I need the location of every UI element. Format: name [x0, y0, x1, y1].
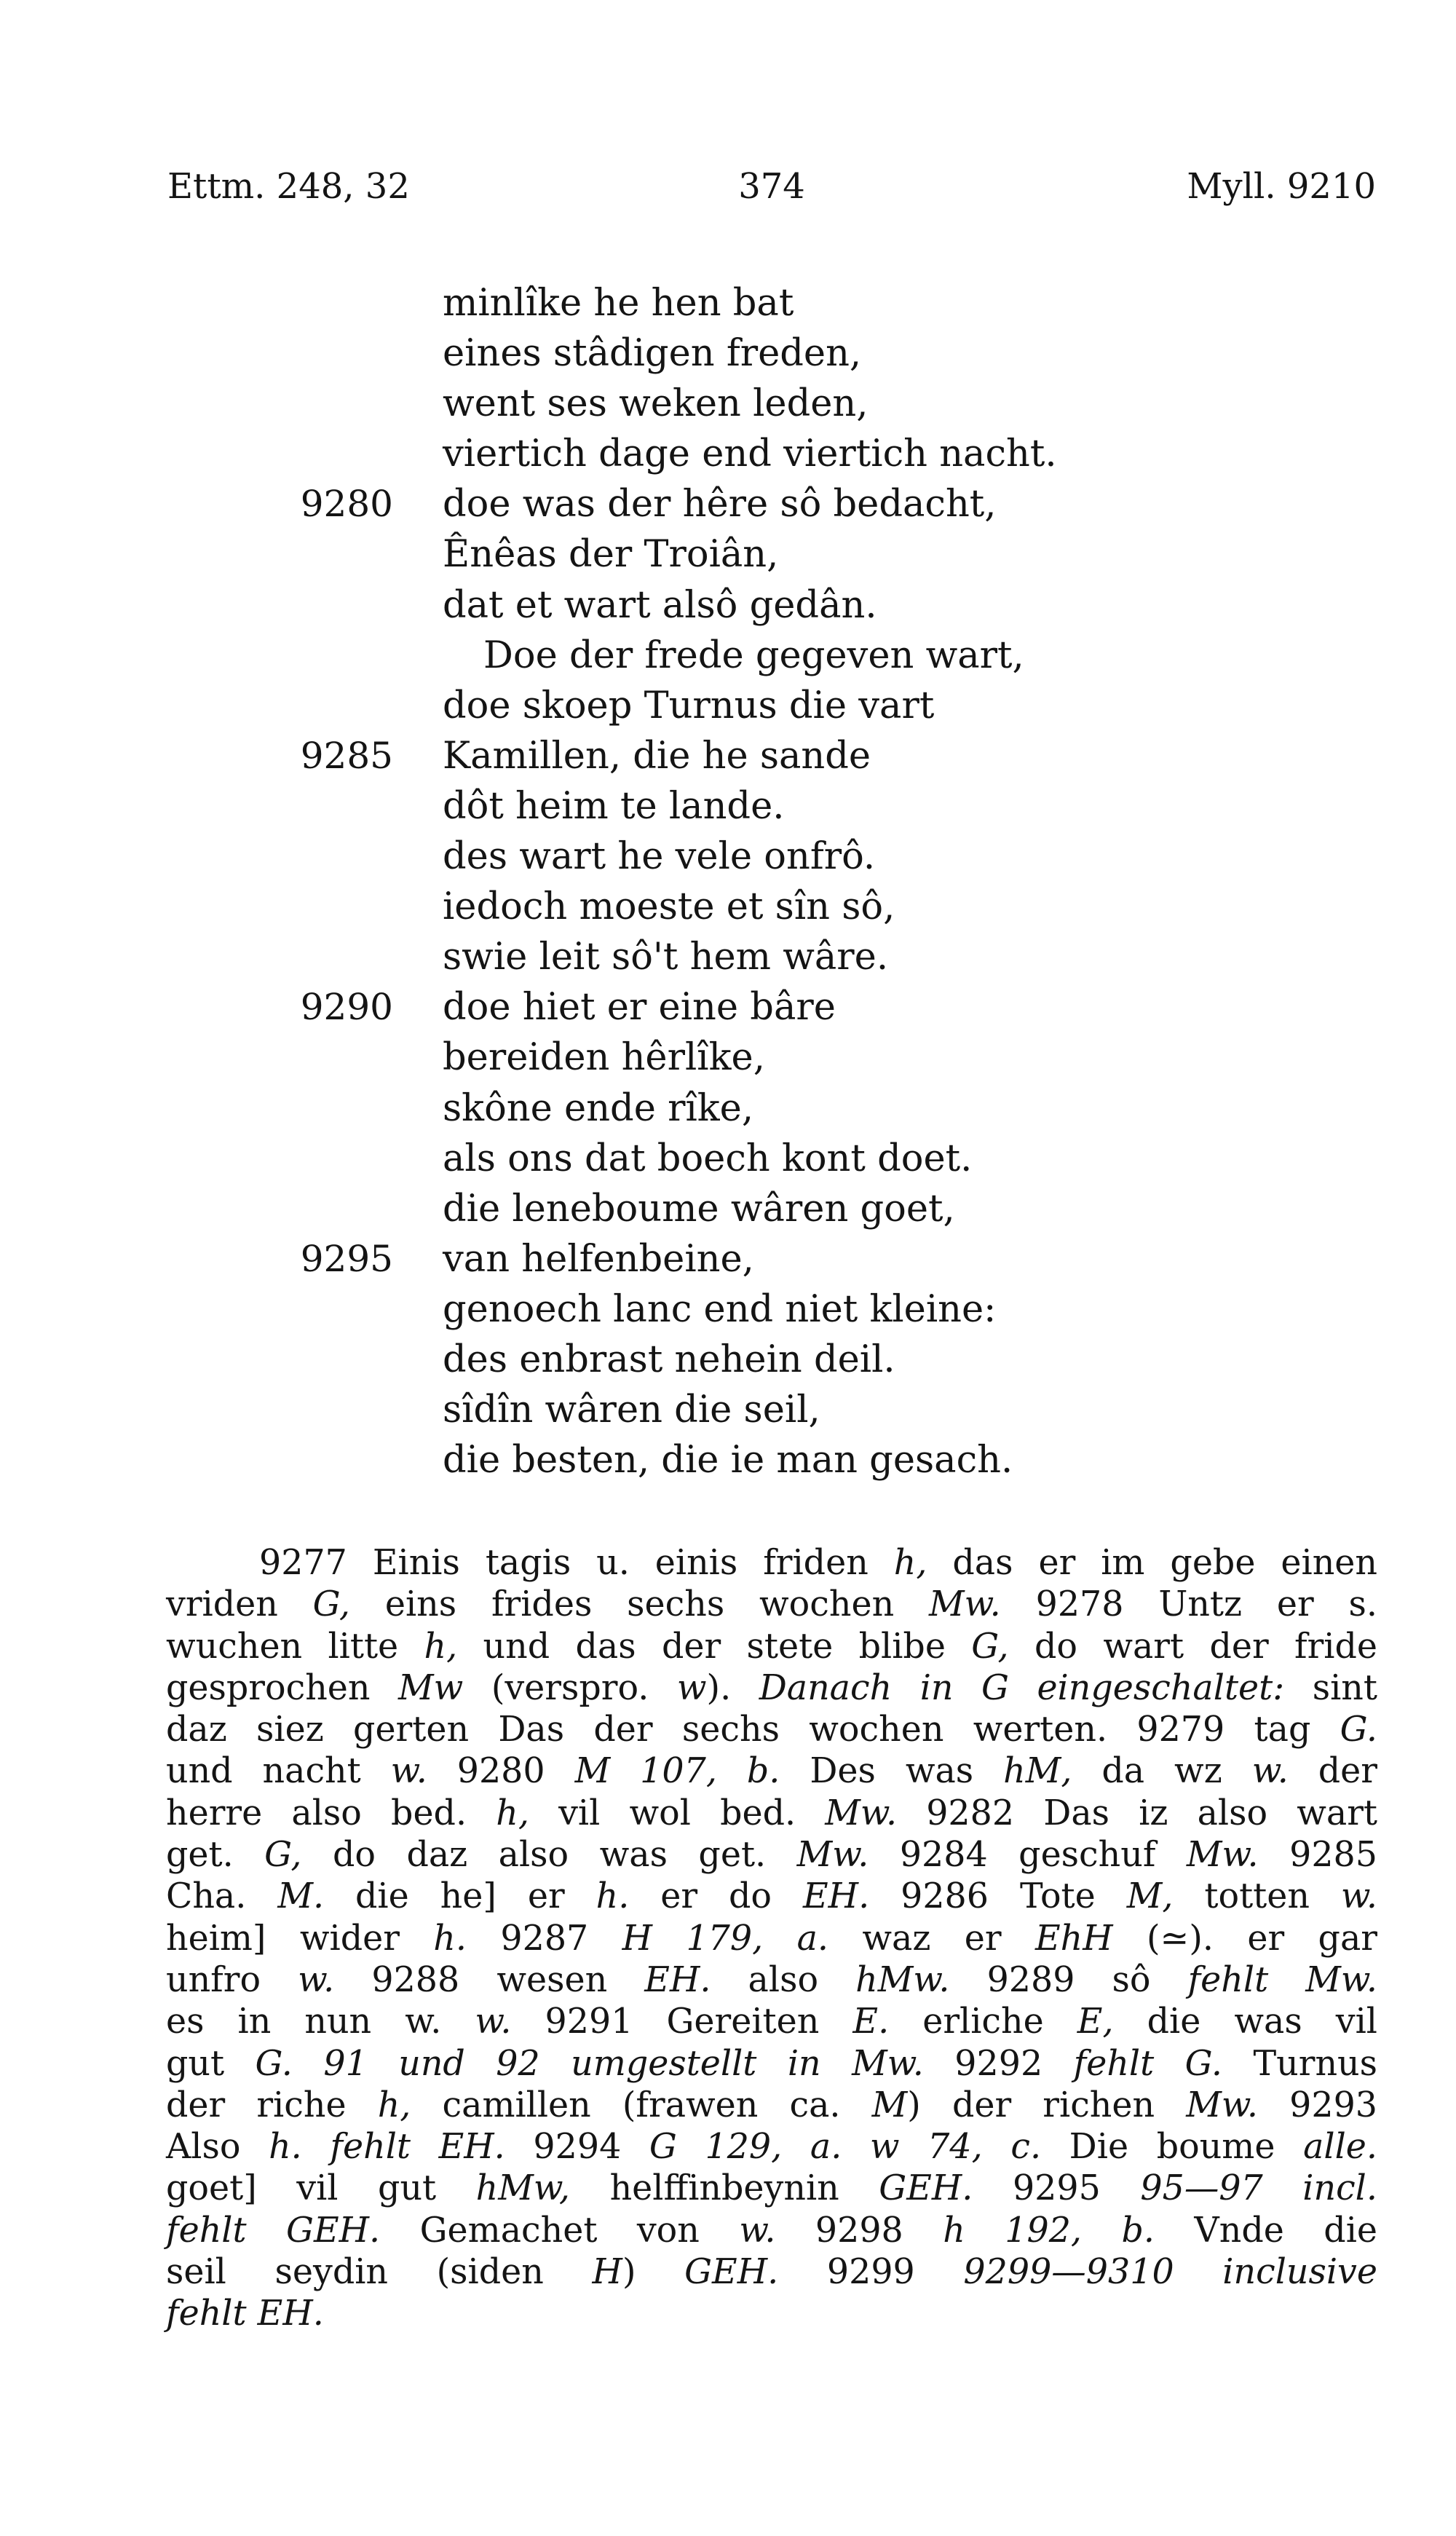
- page-number: 374: [738, 166, 805, 207]
- verse-line: [0, 1435, 1456, 1485]
- apparatus-italic-text: fehlt Mw.: [1187, 1959, 1377, 2000]
- apparatus-italic-text: M: [871, 2085, 908, 2125]
- apparatus-text: Vnde die: [1154, 2210, 1377, 2251]
- apparatus-text: und das der stete blibe: [457, 1626, 972, 1667]
- verse-text: genoech lanc end niet kleine:: [443, 1287, 997, 1331]
- apparatus-text: waz er: [828, 1918, 1035, 1959]
- apparatus-text: do daz also was get.: [301, 1835, 797, 1876]
- apparatus-line: [166, 2293, 1377, 2334]
- apparatus-italic-text: H 179, a.: [622, 1918, 828, 1959]
- apparatus-italic-text: 95—97 incl.: [1140, 2168, 1377, 2209]
- apparatus-text: die was vil: [1113, 2002, 1377, 2042]
- apparatus-line: [166, 1959, 1377, 2001]
- apparatus-text: 9288 wesen: [334, 1959, 645, 2000]
- apparatus-italic-text: Mw.: [929, 1584, 1001, 1625]
- apparatus-text: 9277 Einis tagis u. einis friden: [259, 1543, 894, 1583]
- verse-line: [0, 1234, 1456, 1284]
- apparatus-italic-text: G.: [1340, 1710, 1377, 1750]
- apparatus-italic-text: w.: [739, 2210, 776, 2251]
- verse-text: van helfenbeine,: [443, 1237, 754, 1281]
- apparatus-line: [166, 2043, 1377, 2085]
- apparatus-text: eins frides sechs wochen: [350, 1584, 930, 1625]
- verse-line: [0, 479, 1456, 529]
- apparatus-text: 9299: [778, 2252, 964, 2293]
- apparatus-italic-text: G,: [264, 1835, 302, 1876]
- apparatus-italic-text: fehlt GEH.: [166, 2210, 381, 2251]
- apparatus-text: der: [1288, 1751, 1377, 1792]
- line-number: 9280: [300, 483, 393, 526]
- verse-line: [0, 631, 1456, 681]
- apparatus-italic-text: h.: [433, 1918, 467, 1959]
- apparatus-italic-text: hM,: [1003, 1751, 1072, 1792]
- apparatus-text: totten: [1173, 1876, 1341, 1917]
- verse-text: Doe der frede gegeven wart,: [483, 633, 1024, 677]
- verse-text: dat et wart alsô gedân.: [443, 583, 877, 627]
- verse-line: [0, 681, 1456, 731]
- apparatus-line: [166, 1709, 1377, 1750]
- verse-line: [0, 328, 1456, 379]
- verse-text: minlîke he hen bat: [443, 282, 794, 325]
- apparatus-text: 9280: [427, 1751, 575, 1792]
- line-number: 9290: [300, 986, 393, 1029]
- apparatus-text: Des was: [780, 1751, 1004, 1792]
- verse-text: swie leit sô't hem wâre.: [443, 936, 889, 979]
- verse-line: [0, 1385, 1456, 1435]
- apparatus-italic-text: Mw.: [1186, 2085, 1258, 2125]
- apparatus-line: [166, 1793, 1377, 1834]
- verse-text: die leneboume wâren goet,: [443, 1187, 955, 1231]
- apparatus-line: [166, 2210, 1377, 2251]
- apparatus-text: unfro: [166, 1959, 298, 2000]
- verse-line: [0, 781, 1456, 831]
- apparatus-line: [166, 1626, 1377, 1667]
- verse-text: Kamillen, die he sande: [443, 734, 871, 778]
- apparatus-text: es in nun w.: [166, 2002, 475, 2042]
- apparatus-text: get.: [166, 1835, 265, 1876]
- apparatus-italic-text: w.: [475, 2002, 512, 2042]
- apparatus-text: heim] wider: [166, 1918, 434, 1959]
- apparatus-text: seil seydin (siden: [166, 2252, 593, 2293]
- verse-line: [0, 882, 1456, 932]
- apparatus-italic-text: h,: [893, 1543, 927, 1583]
- apparatus-italic-text: hMw.: [855, 1959, 950, 2000]
- apparatus-text: erliche: [889, 2002, 1077, 2042]
- apparatus-text: Also: [166, 2127, 269, 2168]
- apparatus-italic-text: h.: [596, 1876, 630, 1917]
- apparatus-line: [166, 1584, 1377, 1625]
- verse-line: [0, 379, 1456, 429]
- apparatus-text: do wart der fride: [1008, 1626, 1378, 1667]
- apparatus-text: also: [711, 1959, 856, 2000]
- apparatus-text: das er im gebe einen: [927, 1543, 1377, 1583]
- apparatus-text: 9295: [973, 2168, 1141, 2209]
- verse-line: [0, 982, 1456, 1032]
- apparatus-text: 9293: [1258, 2085, 1378, 2125]
- verse-line: [0, 529, 1456, 580]
- apparatus-italic-text: w.: [298, 1959, 335, 2000]
- apparatus-italic-text: EH.: [644, 1959, 711, 2000]
- apparatus-italic-text: Mw.: [796, 1835, 869, 1876]
- apparatus-italic-text: fehlt G.: [1073, 2043, 1223, 2084]
- verse-text: went ses weken leden,: [443, 382, 869, 426]
- apparatus-text: Turnus: [1222, 2043, 1378, 2084]
- apparatus-italic-text: GEH.: [879, 2168, 973, 2209]
- apparatus-text: 9294: [505, 2127, 649, 2168]
- apparatus-italic-text: h,: [377, 2085, 411, 2125]
- line-number: 9295: [300, 1237, 393, 1280]
- apparatus-italic-text: Mw: [398, 1667, 464, 1708]
- apparatus-italic-text: fehlt EH.: [166, 2294, 324, 2334]
- apparatus-text: 9287: [467, 1918, 622, 1959]
- verse-text: des wart he vele onfrô.: [443, 835, 876, 879]
- verse-line: [0, 278, 1456, 328]
- verse-text: als ons dat boech kont doet.: [443, 1137, 973, 1180]
- apparatus-italic-text: H: [592, 2252, 622, 2293]
- verse-text: eines stâdigen freden,: [443, 332, 862, 376]
- apparatus-italic-text: h,: [496, 1793, 529, 1833]
- verse-text: sîdîn wâren die seil,: [443, 1389, 820, 1432]
- verse-line: [0, 1134, 1456, 1184]
- apparatus-italic-text: E,: [1077, 2002, 1114, 2042]
- apparatus-text: 9292: [923, 2043, 1074, 2084]
- apparatus-italic-text: h,: [424, 1626, 458, 1667]
- apparatus-italic-text: G,: [312, 1584, 351, 1625]
- apparatus-text: (≃). er gar: [1112, 1918, 1377, 1959]
- verse-line: [0, 429, 1456, 479]
- apparatus-italic-text: h 192, b.: [943, 2210, 1155, 2251]
- verse-text: viertich dage end viertich nacht.: [443, 432, 1057, 476]
- apparatus-text: goet] vil gut: [166, 2168, 476, 2209]
- apparatus-italic-text: G 129, a. w 74, c.: [649, 2127, 1042, 2168]
- apparatus-italic-text: G,: [971, 1626, 1009, 1667]
- apparatus-text: 9286 Tote: [869, 1876, 1127, 1917]
- apparatus-line: [166, 1876, 1377, 1917]
- verse-text: die besten, die ie man gesach.: [443, 1439, 1013, 1482]
- apparatus-text: herre also bed.: [166, 1793, 496, 1833]
- apparatus-italic-text: Danach in G eingeschaltet:: [759, 1667, 1285, 1708]
- apparatus-italic-text: 9299—9310 inclusive: [963, 2252, 1377, 2293]
- apparatus-text: und nacht: [166, 1751, 391, 1792]
- apparatus-line: [166, 2085, 1377, 2126]
- verse-block: [0, 278, 1456, 1485]
- verse-line: [0, 1184, 1456, 1234]
- header-left-reference: Ettm. 248, 32: [167, 166, 410, 207]
- apparatus-text: Die boume: [1041, 2127, 1304, 2168]
- apparatus-text: ).: [706, 1667, 759, 1708]
- apparatus-text: vil wol bed.: [529, 1793, 826, 1833]
- apparatus-italic-text: Mw.: [825, 1793, 898, 1833]
- apparatus-italic-text: GEH.: [684, 2252, 779, 2293]
- apparatus-line: [166, 1750, 1377, 1792]
- apparatus-italic-text: hMw,: [475, 2168, 571, 2209]
- apparatus-text: helffinbeynin: [570, 2168, 879, 2209]
- verse-line: [0, 1083, 1456, 1134]
- apparatus-text: (verspro.: [463, 1667, 677, 1708]
- verse-line: [0, 1284, 1456, 1335]
- apparatus-italic-text: G. 91 und 92 umgestellt in Mw.: [255, 2043, 924, 2084]
- apparatus-italic-text: M.: [277, 1876, 325, 1917]
- apparatus-italic-text: w.: [1340, 1876, 1378, 1917]
- verse-text: des enbrast nehein deil.: [443, 1338, 895, 1381]
- verse-text: skône ende rîke,: [443, 1086, 754, 1130]
- apparatus-line: [166, 2251, 1377, 2293]
- verse-text: bereiden hêrlîke,: [443, 1036, 765, 1080]
- apparatus-text: gesprochen: [166, 1667, 399, 1708]
- apparatus-italic-text: w.: [390, 1751, 427, 1792]
- verse-text: Ênêas der Troiân,: [443, 533, 779, 577]
- apparatus-line: [166, 2168, 1377, 2209]
- apparatus-text: 9278 Untz er s.: [1000, 1584, 1377, 1625]
- verse-text: iedoch moeste et sîn sô,: [443, 885, 895, 929]
- apparatus-line: [166, 1542, 1377, 1584]
- apparatus-italic-text: w: [676, 1667, 707, 1708]
- apparatus-italic-text: EhH: [1034, 1918, 1113, 1959]
- verse-text: doe skoep Turnus die vart: [443, 684, 935, 727]
- apparatus-text: daz siez gerten Das der sechs wochen werten. 9279 tag: [166, 1710, 1340, 1750]
- line-number: 9285: [300, 734, 393, 777]
- apparatus-text: 9282 Das iz also wart: [897, 1793, 1377, 1833]
- verse-line: [0, 731, 1456, 781]
- apparatus-text: camillen (frawen ca.: [411, 2085, 872, 2125]
- apparatus-text: 9285: [1258, 1835, 1377, 1876]
- apparatus-italic-text: alle.: [1303, 2127, 1377, 2168]
- apparatus-text: sint: [1284, 1667, 1377, 1708]
- header-right-reference: Myll. 9210: [1187, 166, 1376, 207]
- apparatus-text: 9284 geschuf: [869, 1835, 1187, 1876]
- apparatus-text: ) der richen: [907, 2085, 1187, 2125]
- apparatus-text: gut: [166, 2043, 256, 2084]
- apparatus-italic-text: E.: [852, 2002, 890, 2042]
- apparatus-text: Gemachet von: [380, 2210, 740, 2251]
- apparatus-text: 9289 sô: [949, 1959, 1188, 2000]
- apparatus-italic-text: Mw.: [1186, 1835, 1259, 1876]
- apparatus-line: [166, 2001, 1377, 2042]
- apparatus-italic-text: EH.: [802, 1876, 870, 1917]
- apparatus-text: er do: [629, 1876, 803, 1917]
- apparatus-text: 9298: [775, 2210, 943, 2251]
- apparatus-text: da wz: [1072, 1751, 1252, 1792]
- apparatus-italic-text: w.: [1251, 1751, 1289, 1792]
- apparatus-italic-text: M,: [1126, 1876, 1174, 1917]
- apparatus-text: die he] er: [324, 1876, 596, 1917]
- verse-text: doe hiet er eine bâre: [443, 986, 836, 1030]
- verse-line: [0, 932, 1456, 982]
- apparatus-text: Cha.: [166, 1876, 278, 1917]
- verse-text: dôt heim te lande.: [443, 784, 785, 828]
- apparatus-text: der riche: [166, 2085, 378, 2125]
- page-header: [167, 166, 1376, 217]
- apparatus-text: vriden: [166, 1584, 313, 1625]
- apparatus-text: 9291 Gereiten: [511, 2002, 853, 2042]
- verse-line: [0, 831, 1456, 882]
- apparatus-italic-text: h. fehlt EH.: [269, 2127, 505, 2168]
- critical-apparatus: [166, 1542, 1377, 2335]
- verse-text: doe was der hêre sô bedacht,: [443, 483, 997, 526]
- apparatus-italic-text: M 107, b.: [574, 1751, 780, 1792]
- verse-line: [0, 580, 1456, 631]
- apparatus-line: [166, 2126, 1377, 2168]
- apparatus-line: [166, 1918, 1377, 1959]
- apparatus-line: [166, 1834, 1377, 1876]
- apparatus-text: wuchen litte: [166, 1626, 424, 1667]
- verse-line: [0, 1032, 1456, 1083]
- apparatus-line: [166, 1667, 1377, 1709]
- verse-line: [0, 1335, 1456, 1385]
- apparatus-text: ): [622, 2252, 685, 2293]
